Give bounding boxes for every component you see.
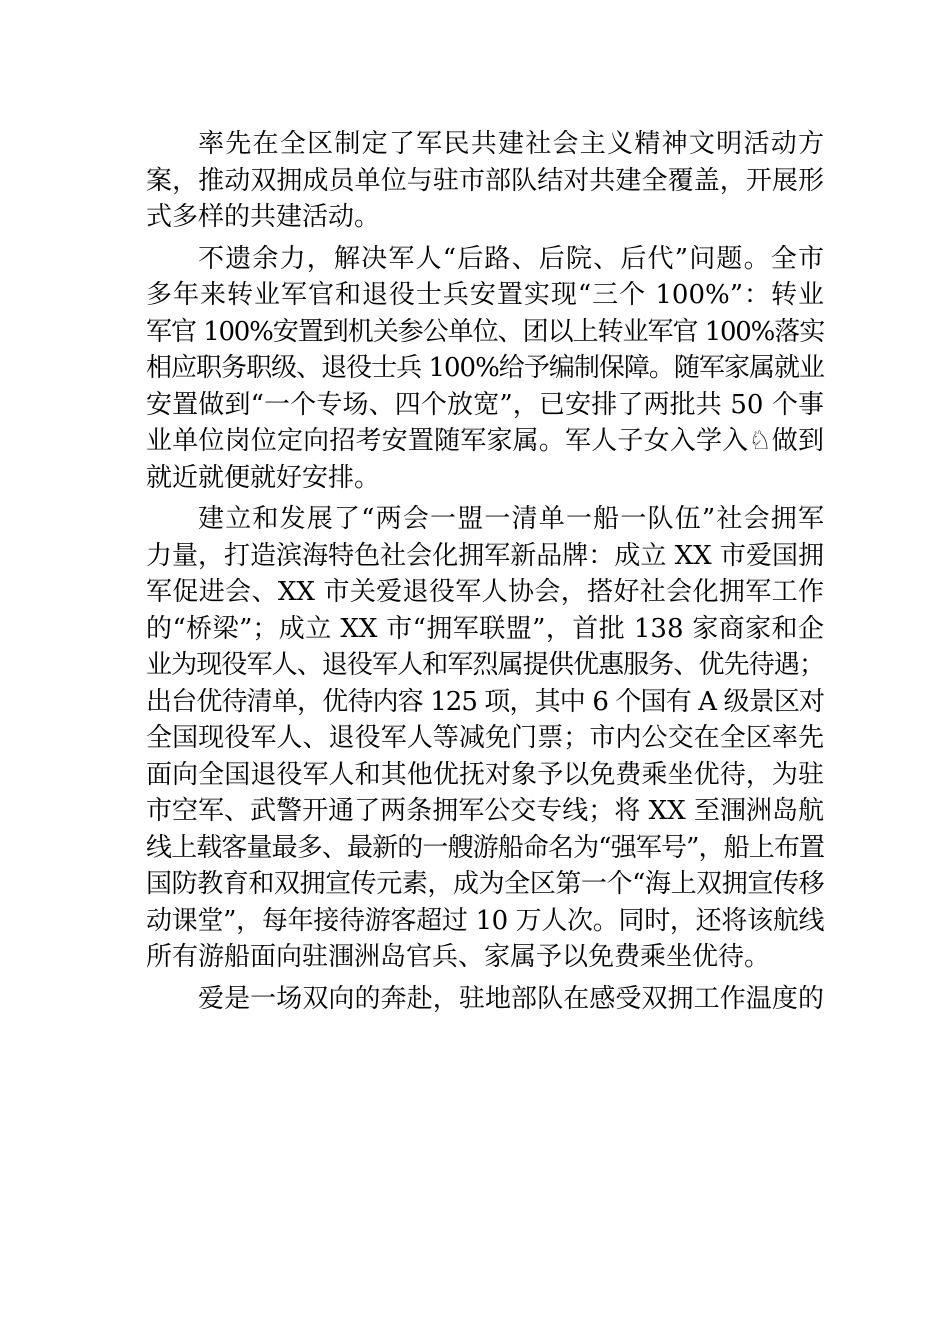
text-line: 出台优待清单，优待内容 125 项，其中 6 个国有 A 级景区对	[146, 686, 824, 717]
paragraph	[146, 501, 824, 976]
text-line: 军促进会、XX 市关爱退役军人协会，搭好社会化拥军工作	[146, 577, 824, 607]
text-line: 相应职务职级、退役士兵 100%给予编制保障。随军家属就业	[146, 353, 824, 383]
text-line: 率先在全区制定了军民共建社会主义精神文明活动方	[198, 129, 824, 159]
text-line: 爱是一场双向的奔赴，驻地部队在感受双拥工作温度的	[198, 983, 824, 1014]
text-line: 线上载客量最多、最新的一艘游船命名为“强军号”，船上布置	[146, 832, 824, 863]
paragraph	[146, 241, 824, 497]
document-body	[146, 126, 824, 1017]
text-line: 不遗余力，解决军人“后路、后院、后代”问题。全市	[198, 243, 824, 274]
text-line: 力量，打造滨海特色社会化拥军新品牌：成立 XX 市爱国拥	[146, 540, 824, 571]
text-line: 军官 100%安置到机关参公单位、团以上转业军官 100%落实	[146, 316, 824, 347]
text-line: 国防教育和双拥宣传元素，成为全区第一个“海上双拥宣传移	[146, 869, 824, 899]
text-line: 市空军、武警开通了两条拥军公交专线；将 XX 至涠洲岛航	[146, 796, 824, 826]
text-line: 就近就便就好安排。	[146, 462, 381, 493]
text-line: 全国现役军人、退役军人等减免门票；市内公交在全区率先	[146, 723, 824, 753]
text-line: 业单位岗位定向招考安置随军家属。军人子女入学入♘做到	[146, 426, 824, 456]
text-line: 面向全国退役军人和其他优抚对象予以免费乘坐优待，为驻	[146, 759, 824, 790]
text-line: 安置做到“一个专场、四个放宽”，已安排了两批共 50 个事	[146, 389, 824, 420]
text-line: 多年来转业军官和退役士兵安置实现“三个 100%”：转业	[146, 280, 824, 310]
paragraph	[146, 981, 824, 1018]
text-line: 的“桥梁”；成立 XX 市“拥军联盟”，首批 138 家商家和企	[146, 613, 824, 644]
text-line: 案，推动双拥成员单位与驻市部队结对共建全覆盖，开展形	[146, 165, 824, 196]
text-line: 建立和发展了“两会一盟一清单一船一队伍”社会拥军	[198, 504, 824, 534]
text-line: 业为现役军人、退役军人和军烈属提供优惠服务、优先待遇；	[146, 650, 824, 680]
text-line: 动课堂”，每年接待游客超过 10 万人次。同时，还将该航线	[146, 905, 824, 936]
text-line: 所有游船面向驻涠洲岛官兵、家属予以免费乘坐优待。	[146, 942, 771, 972]
paragraph	[146, 126, 824, 236]
text-line: 式多样的共建活动。	[146, 202, 381, 232]
